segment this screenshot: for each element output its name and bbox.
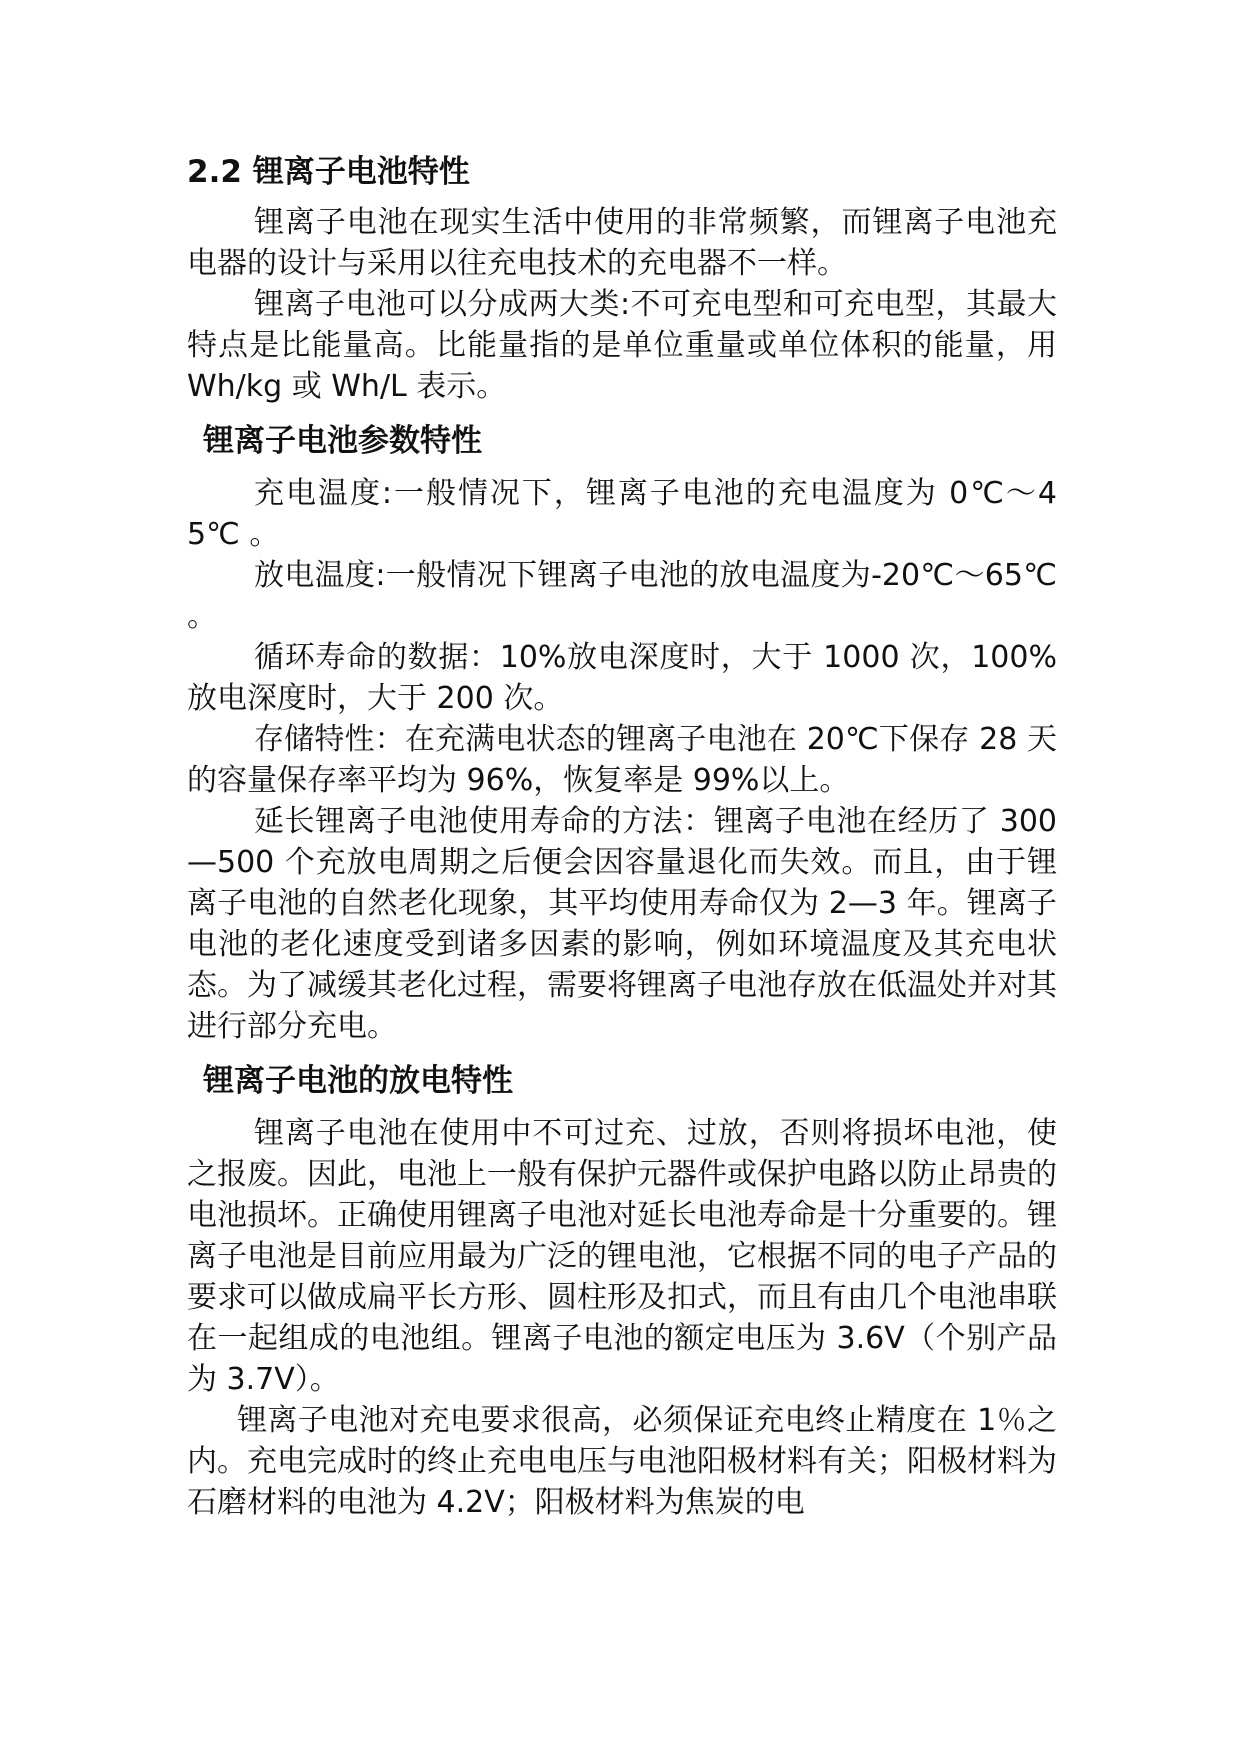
discharge-paragraph-1: 锂离子电池在使用中不可过充、过放，否则将损坏电池，使之报废。因此，电池上一般有保护元器件或保护电路以防止昂贵的电池损坏。正确使用锂离子电池对延长电池寿命是十分重要的。锂离子电池是目前应用最为广泛的锂电池，它根据不同的电子产品的要求可以做成扁平长方形、圆柱形及扣式，而且有由几个电池串联在一起组成的电池组。锂离子电池的额定电压为 3.6V（个别产品为 3.7V）。 (187, 1116, 1057, 1397)
document-body (187, 150, 1057, 1523)
section-title: 2.2 锂离子电池特性 (187, 154, 470, 190)
intro-paragraph-2: 锂离子电池可以分成两大类:不可充电型和可充电型，其最大特点是比能量高。比能量指的是单位重量或单位体积的能量，用 Wh/kg 或 Wh/L 表示。 (187, 287, 1057, 404)
param-charge-temperature: 充电温度:一般情况下，锂离子电池的充电温度为 0℃～45℃ 。 (187, 476, 1057, 552)
param-cycle-life: 循环寿命的数据：10%放电深度时，大于 1000 次，100%放电深度时，大于 200 次。 (187, 640, 1057, 716)
discharge-paragraph-2: 锂离子电池对充电要求很高，必须保证充电终止精度在 1％之内。充电完成时的终止充电电压与电池阳极材料有关；阳极材料为石磨材料的电池为 4.2V；阳极材料为焦炭的电 (187, 1403, 1057, 1520)
param-extend-life: 延长锂离子电池使用寿命的方法：锂离子电池在经历了 300—500 个充放电周期之后便会因容量退化而失效。而且，由于锂离子电池的自然老化现象，其平均使用寿命仅为 2—3 年。锂离子电池的老化速度受到诸多因素的影响，例如环境温度及其充电状态。为了减缓其老化过程，需要将锂离子电池存放在低温处并对其进行部分充电。 (187, 804, 1057, 1044)
param-storage: 存储特性：在充满电状态的锂离子电池在 20℃下保存 28 天的容量保存率平均为 96%，恢复率是 99%以上。 (187, 722, 1057, 798)
param-discharge-temperature: 放电温度:一般情况下锂离子电池的放电温度为-20℃～65℃ 。 (187, 558, 1057, 634)
subsection-title-parameters: 锂离子电池参数特性 (203, 423, 482, 459)
subsection-title-discharge: 锂离子电池的放电特性 (203, 1063, 513, 1099)
intro-paragraph-1: 锂离子电池在现实生活中使用的非常频繁，而锂离子电池充电器的设计与采用以往充电技术的充电器不一样。 (187, 205, 1057, 281)
